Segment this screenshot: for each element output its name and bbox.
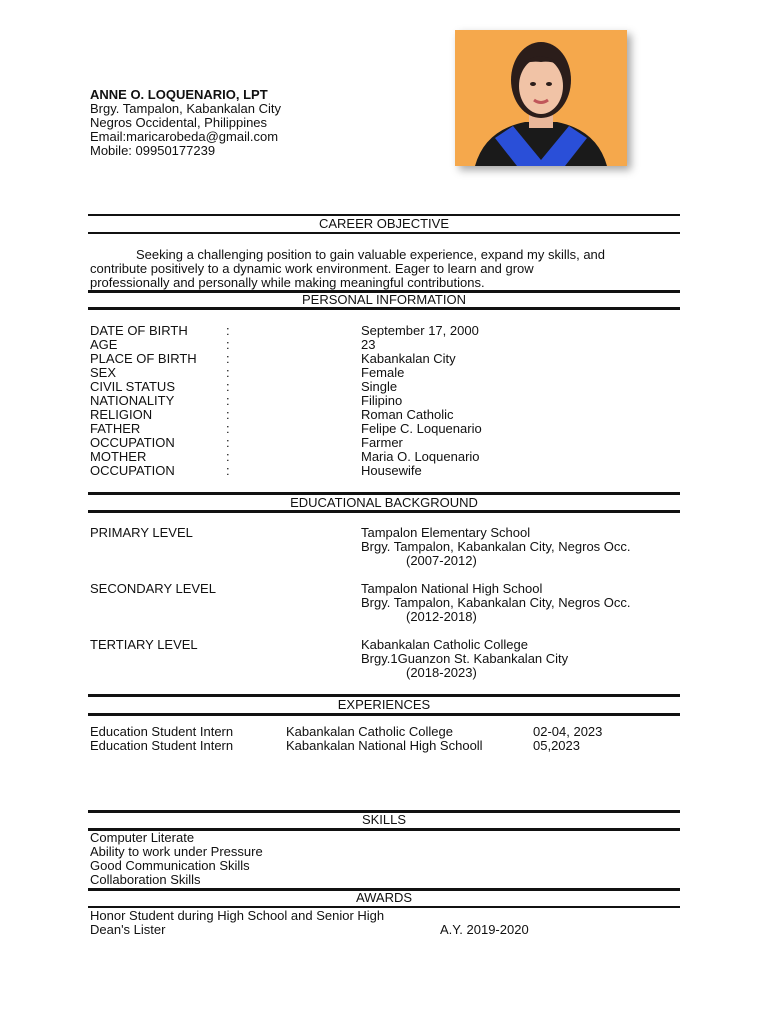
awards-heading: AWARDS xyxy=(355,890,413,905)
info-label: OCCUPATION xyxy=(90,463,175,478)
info-value: Female xyxy=(361,365,405,380)
info-label: SEX xyxy=(90,365,117,380)
info-separator: : xyxy=(226,449,230,464)
experience-place: Kabankalan Catholic College xyxy=(286,724,453,739)
school-name: Tampalon National High School xyxy=(361,581,543,596)
mobile-text: Mobile: 09950177239 xyxy=(90,143,216,158)
info-value: 23 xyxy=(361,337,376,352)
info-label: DATE OF BIRTH xyxy=(90,323,188,338)
experiences-heading: EXPERIENCES xyxy=(337,697,431,712)
education-level: PRIMARY LEVEL xyxy=(90,525,193,540)
info-label: AGE xyxy=(90,337,118,352)
info-separator: : xyxy=(226,463,230,478)
skills-heading: SKILLS xyxy=(361,812,407,827)
experience-role: Education Student Intern xyxy=(90,724,234,739)
school-years: (2018-2023) xyxy=(406,665,477,680)
info-separator: : xyxy=(226,435,230,450)
school-address: Brgy. Tampalon, Kabankalan City, Negros Occ. xyxy=(361,595,631,610)
left-eye xyxy=(530,82,536,86)
info-separator: : xyxy=(226,351,230,366)
personal-information-heading: PERSONAL INFORMATION xyxy=(302,292,466,307)
experience-date: 02-04, 2023 xyxy=(533,724,603,739)
address-line-1: Brgy. Tampalon, Kabankalan City xyxy=(90,101,282,116)
info-separator: : xyxy=(226,421,230,436)
divider-line xyxy=(88,232,680,234)
info-separator: : xyxy=(226,337,230,352)
education-level: TERTIARY LEVEL xyxy=(90,637,198,652)
applicant-name: ANNE O. LOQUENARIO, LPT xyxy=(90,87,268,102)
info-value: Farmer xyxy=(361,435,403,450)
educational-background-heading: EDUCATIONAL BACKGROUND xyxy=(290,495,478,510)
experience-role: Education Student Intern xyxy=(90,738,234,753)
info-separator: : xyxy=(226,393,230,408)
career-objective-heading: CAREER OBJECTIVE xyxy=(318,216,450,231)
divider-line xyxy=(88,510,680,513)
divider-line xyxy=(88,713,680,716)
info-label: NATIONALITY xyxy=(90,393,175,408)
info-separator: : xyxy=(226,365,230,380)
email-text: Email:maricarobeda@gmail.com xyxy=(90,129,279,144)
school-address: Brgy.1Guanzon St. Kabankalan City xyxy=(361,651,569,666)
objective-line: professionally and personally while making meaningful contributions. xyxy=(90,275,485,290)
info-value: Housewife xyxy=(361,463,422,478)
right-eye xyxy=(546,82,552,86)
skill-item: Good Communication Skills xyxy=(90,858,250,873)
info-value: Roman Catholic xyxy=(361,407,454,422)
profile-photo xyxy=(455,30,627,166)
objective-line: contribute positively to a dynamic work environment. Eager to learn and grow xyxy=(90,261,534,276)
experience-date: 05,2023 xyxy=(533,738,580,753)
career-objective-text xyxy=(90,248,678,290)
award-item: Honor Student during High School and Senior High xyxy=(90,908,385,923)
school-years: (2012-2018) xyxy=(406,609,477,624)
info-label: PLACE OF BIRTH xyxy=(90,351,197,366)
skill-item: Computer Literate xyxy=(90,830,195,845)
school-address: Brgy. Tampalon, Kabankalan City, Negros Occ. xyxy=(361,539,631,554)
experience-place: Kabankalan National High Schooll xyxy=(286,738,483,753)
info-separator: : xyxy=(226,379,230,394)
info-value: Kabankalan City xyxy=(361,351,456,366)
info-value: Filipino xyxy=(361,393,403,408)
info-label: MOTHER xyxy=(90,449,147,464)
school-years: (2007-2012) xyxy=(406,553,477,568)
address-line-2: Negros Occidental, Philippines xyxy=(90,115,268,130)
divider-line xyxy=(88,307,680,310)
info-separator: : xyxy=(226,323,230,338)
education-level: SECONDARY LEVEL xyxy=(90,581,216,596)
info-value: Maria O. Loquenario xyxy=(361,449,480,464)
skill-item: Collaboration Skills xyxy=(90,872,201,887)
info-label: CIVIL STATUS xyxy=(90,379,175,394)
info-separator: : xyxy=(226,407,230,422)
info-label: RELIGION xyxy=(90,407,153,422)
skill-item: Ability to work under Pressure xyxy=(90,844,263,859)
school-name: Kabankalan Catholic College xyxy=(361,637,528,652)
info-value: Single xyxy=(361,379,398,394)
award-date: A.Y. 2019-2020 xyxy=(440,922,529,937)
info-value: Felipe C. Loquenario xyxy=(361,421,482,436)
face xyxy=(519,58,563,114)
info-label: FATHER xyxy=(90,421,141,436)
objective-line: Seeking a challenging position to gain valuable experience, expand my skills, and xyxy=(136,247,606,262)
school-name: Tampalon Elementary School xyxy=(361,525,531,540)
award-item: Dean's Lister xyxy=(90,922,166,937)
info-label: OCCUPATION xyxy=(90,435,175,450)
info-value: September 17, 2000 xyxy=(361,323,479,338)
